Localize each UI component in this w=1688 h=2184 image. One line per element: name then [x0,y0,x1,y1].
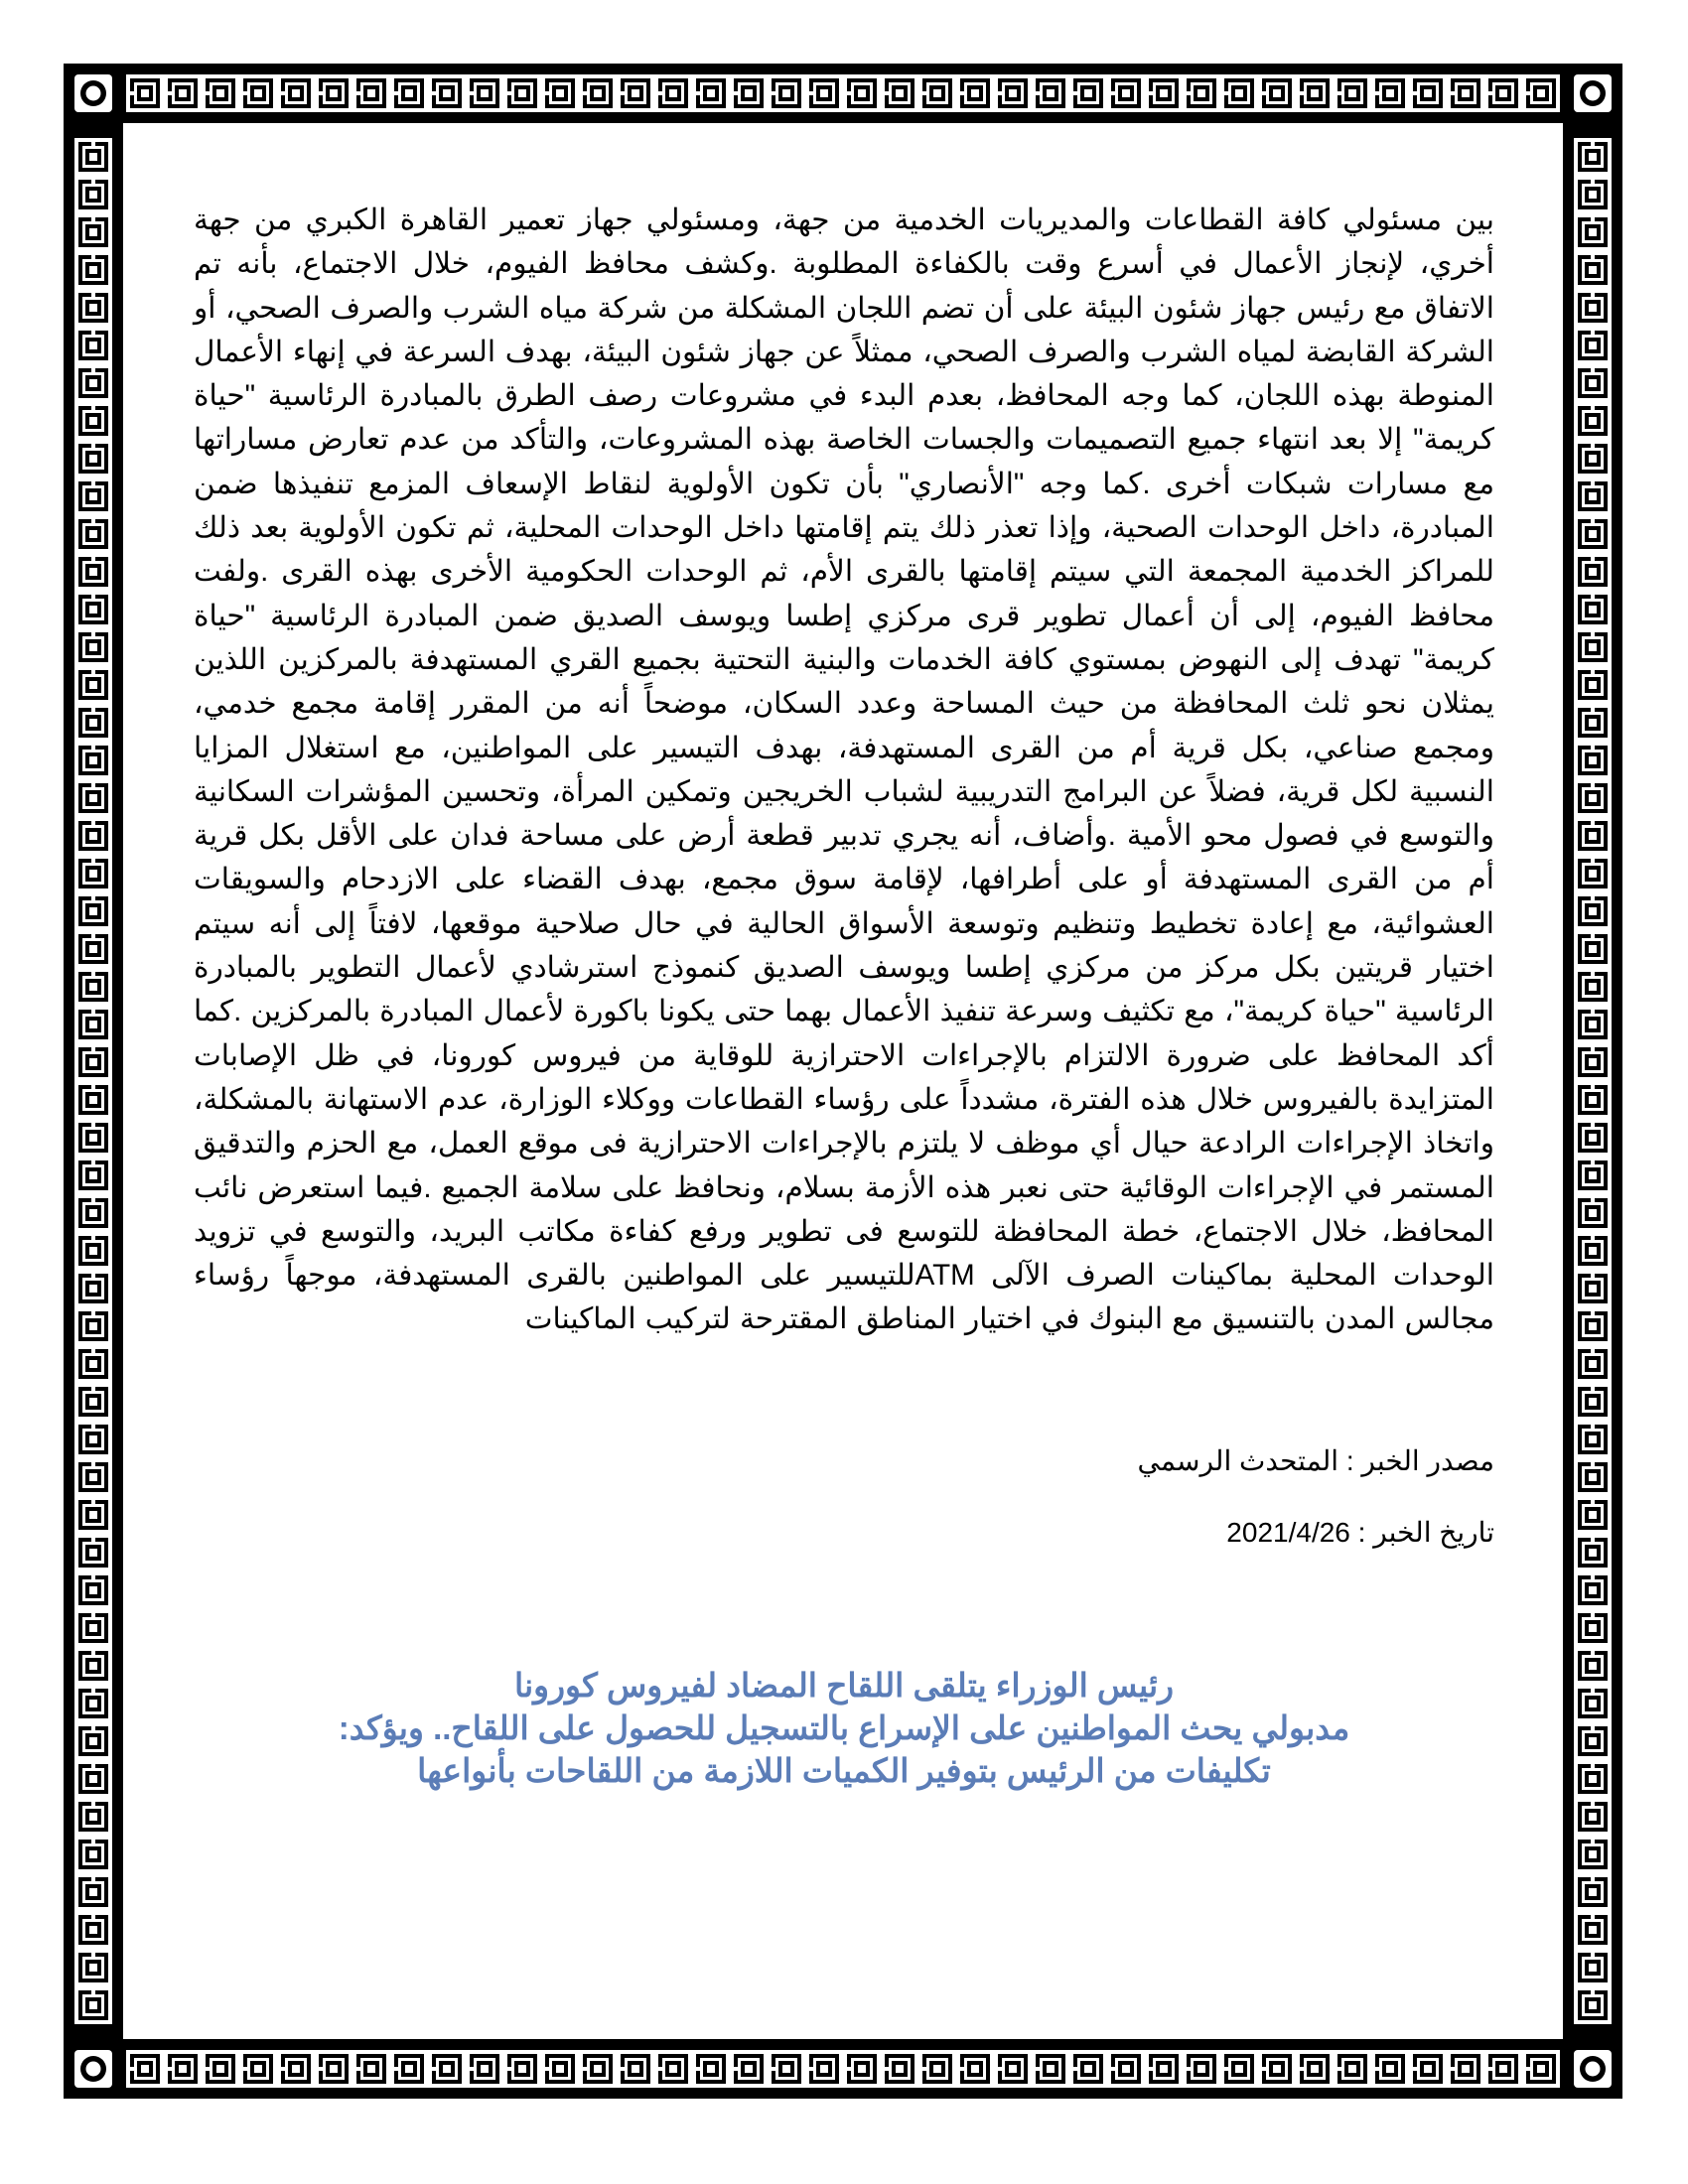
headline-line-2: مدبولي يحث المواطنين على الإسراع بالتسجيل للحصول على اللقاح.. ويؤكد: [338,1708,1350,1746]
headline-line-1: رئيس الوزراء يتلقى اللقاح المضاد لفيروس كورونا [513,1666,1175,1704]
headline-line-3: تكليفات من الرئيس بتوفير الكميات اللازمة من اللقاحات بأنواعها [417,1751,1271,1789]
article-body: بين مسئولي كافة القطاعات والمديريات الخدمية من جهة، ومسئولي جهاز تعمير القاهرة الكبري من جهة أخري، لإنجاز الأعمال في أسرع وقت بالكفاءة المطلوبة .وكشف محافظ الفيوم، خلال الاجتماع، بأنه تم الاتفاق مع رئيس جهاز شئون البيئة على أن تضم اللجان المشكلة من شركة مياه الشرب والصرف الصحي، أو الشركة القابضة لمياه الشرب والصرف الصحي، ممثلاً عن جهاز شئون البيئة، بهدف السرعة في إنهاء الأعمال المنوطة بهذه اللجان، كما وجه المحافظ، بعدم البدء في مشروعات رصف الطرق بالمبادرة الرئاسية "حياة كريمة" إلا بعد انتهاء جميع التصميمات والجسات الخاصة بهذه المشروعات، والتأكد من عدم تعارض مساراتها مع مسارات شبكات أخرى .كما وجه "الأنصاري" بأن تكون الأولوية لنقاط الإسعاف المزمع تنفيذها ضمن المبادرة، داخل الوحدات الصحية، وإذا تعذر ذلك يتم إقامتها داخل الوحدات المحلية، ثم تكون الأولوية بعد ذلك للمراكز الخدمية المجمعة التي سيتم إقامتها بالقرى الأم، ثم الوحدات الحكومية الأخرى بهذه القرى .ولفت محافظ الفيوم، إلى أن أعمال تطوير قرى مركزي إطسا ويوسف الصديق ضمن المبادرة الرئاسية "حياة كريمة" تهدف إلى النهوض بمستوي كافة الخدمات والبنية التحتية بجميع القري المستهدفة بالمركزين اللذين يمثلان نحو ثلث المحافظة من حيث المساحة وعدد السكان، موضحاً أنه من المقرر إقامة مجمع خدمي، ومجمع صناعي، بكل قرية أم من القرى المستهدفة، بهدف التيسير على المواطنين، مع استغلال المزايا النسبية لكل قرية، فضلاً عن البرامج التدريبية لشباب الخريجين وتمكين المرأة، وتحسين المؤشرات السكانية والتوسع في فصول محو الأمية .وأضاف، أنه يجري تدبير قطعة أرض على مساحة فدان على الأقل بكل قرية أم من القرى المستهدفة أو على أطرافها، لإقامة سوق مجمع، بهدف القضاء على الازدحام والسويقات العشوائية، مع إعادة تخطيط وتنظيم وتوسعة الأسواق الحالية في حال صلاحية موقعها، لافتاً إلى أنه سيتم اختيار قريتين بكل مركز من مركزي إطسا ويوسف الصديق كنموذج استرشادي لأعمال التطوير بالمبادرة الرئاسية "حياة كريمة"، مع تكثيف وسرعة تنفيذ الأعمال بهما حتى يكونا باكورة لأعمال المبادرة بالمركزين .كما أكد المحافظ على ضرورة الالتزام بالإجراءات الاحترازية للوقاية من فيروس كورونا، في ظل الإصابات المتزايدة بالفيروس خلال هذه الفترة، مشدداً على رؤساء القطاعات ووكلاء الوزارة، عدم الاستهانة بالمشكلة، واتخاذ الإجراءات الرادعة حيال أي موظف لا يلتزم بالإجراءات الاحترازية فى موقع العمل، مع الحزم والتدقيق المستمر في الإجراءات الوقائية حتى نعبر هذه الأزمة بسلام، ونحافظ على سلامة الجميع .فيما استعرض نائب المحافظ، خلال الاجتماع، خطة المحافظة للتوسع فى تطوير ورفع كفاءة مكاتب البريد، والتوسع في تزويد الوحدات المحلية بماكينات الصرف الآلى ATMللتيسير على المواطنين بالقرى المستهدفة، موجهاً رؤساء مجالس المدن بالتنسيق مع البنوك في اختيار المناطق المقترحة لتركيب الماكينات [194,204,1494,1336]
news-date: تاريخ الخبر : 2021/4/26 [1226,1516,1494,1548]
article-content [194,199,1494,1792]
headline-block [194,1664,1494,1792]
news-source: مصدر الخبر : المتحدث الرسمي [1137,1444,1494,1476]
